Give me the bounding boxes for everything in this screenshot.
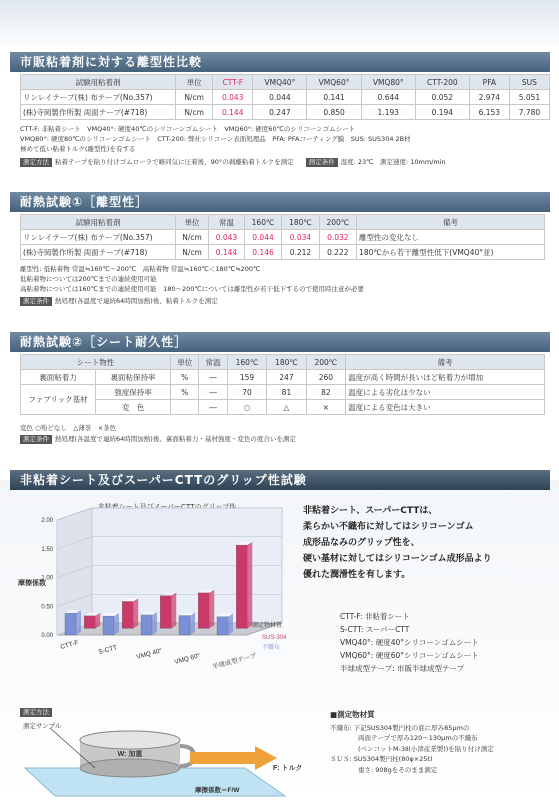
table-cell: 0.212	[282, 245, 319, 260]
table-cell: 0.222	[319, 245, 356, 260]
method-tag: 測定方法	[20, 708, 52, 717]
method-text: 熱処理(各温度で連続64時間加熱)後、裏面粘着力・基材強度・変色の度合いを測定	[55, 435, 296, 443]
table-cell: △	[267, 400, 306, 415]
bar-SUS-304-S-CTT	[122, 601, 133, 628]
table-cell: 0.247	[253, 105, 307, 120]
col-header: SUS	[509, 75, 549, 90]
col-header: 200℃	[319, 215, 356, 230]
bar-side	[228, 614, 233, 635]
bar-side	[190, 612, 195, 635]
table-cell: N/cm	[176, 230, 209, 245]
bar-side	[133, 598, 138, 628]
table-cell: 0.044	[244, 230, 281, 245]
s2-note-2: 低粘着物については200℃までの連続使用可能	[20, 275, 157, 283]
table-row	[21, 245, 545, 260]
x-category-label: CTT-F	[59, 639, 80, 651]
table-cell: 7.780	[509, 105, 549, 120]
table-cell: ―	[199, 385, 227, 400]
table-cell: 0.141	[307, 90, 361, 105]
s3-legend: 変色 ○殆どなし △薄茶 ×茶色	[20, 424, 117, 432]
table-cell: 離型性の変化なし	[357, 230, 545, 245]
y-tick-label: 1.50	[41, 546, 53, 553]
section-grip-title: 非粘着シート及びスーパーCTTのグリップ性試験	[10, 470, 550, 490]
method-tag: 測定条件	[20, 297, 52, 306]
desc-line: 非粘着シート、スーパーCTTは、	[303, 506, 438, 516]
bar-SUS-304-半球成型テープ	[236, 545, 247, 628]
x-category-label: VMQ 40°	[135, 647, 164, 661]
grip-description	[303, 503, 492, 583]
table-cell: 5.051	[509, 90, 549, 105]
table-cell: 0.034	[282, 230, 319, 245]
col-header: 備考	[346, 355, 545, 370]
table-row	[21, 385, 545, 400]
col-header: 180℃	[267, 355, 306, 370]
table-cell: %	[171, 370, 199, 385]
heat-release-table	[20, 214, 545, 260]
bar-不織布-VMQ 60°	[179, 615, 190, 635]
material-definitions	[340, 610, 479, 675]
method-text: 熱処理(各温度で連続64時間加熱)後、粘着トルクを測定	[55, 297, 218, 305]
release-comparison-table	[20, 74, 550, 120]
header-background	[0, 0, 559, 50]
table-cell: 裏面粘着力	[21, 370, 96, 385]
material-line: 重さ: 908gをそのまま測定	[358, 765, 438, 774]
y-tick-label: 1.00	[41, 575, 53, 582]
table-cell: 温度による劣化は少ない	[346, 385, 545, 400]
table-cell: 159	[227, 370, 266, 385]
table-cell: ○	[227, 400, 266, 415]
section-heat-durability-title: 耐熱試験②［シート耐久性］	[10, 332, 550, 352]
table-cell: 強度保持率	[96, 385, 171, 400]
col-header: 備考	[357, 215, 545, 230]
sample-label: 測定サンプル	[23, 723, 62, 730]
col-header: 160℃	[244, 215, 281, 230]
col-header: 単位	[176, 75, 213, 90]
bar-不織布-半球成型テープ	[217, 617, 228, 635]
desc-line: 柔らかい不織布に対してはシリコーンゴム	[303, 522, 474, 532]
material-line: (ベンコットM-3Ⅱ(小津産業製))を貼り付け測定	[358, 744, 494, 753]
col-header: PFA	[469, 75, 509, 90]
table-cell: 1.193	[361, 105, 415, 120]
table-cell: 0.043	[213, 90, 253, 105]
table-cell: 変 色	[96, 400, 171, 415]
cond-tag: 測定条件	[306, 158, 338, 167]
col-header: 常温	[199, 355, 227, 370]
s1-method	[20, 157, 446, 167]
table-cell: ファブリック基材	[21, 385, 96, 415]
table-cell: 温度による変色は大きい	[346, 400, 545, 415]
y-tick-label: 0.00	[41, 633, 53, 639]
table-cell: 0.032	[319, 230, 356, 245]
table-row	[21, 400, 545, 415]
table-cell: 0.052	[415, 90, 469, 105]
definition: VMQ40°: 硬度40°シリコーンゴムシート	[340, 638, 479, 647]
y-tick-label: 0.50	[41, 604, 53, 611]
bar-不織布-S-CTT	[103, 616, 114, 635]
table-cell: リンレイテープ(株) 布テープ(No.357)	[21, 230, 176, 245]
s4-method-tag-wrap	[20, 707, 55, 717]
s1-note-2: VMQ80°: 硬度80℃のシリコーンゴムシート CTT-200: 弊社シリコーン表面処理品 PFA: PFAコーティング膜 SUS: SUS304 2B材	[20, 135, 411, 143]
material-line: 不織布: 下記SUS304製円柱の底に厚み85μmの	[330, 723, 470, 732]
table-cell: 0.144	[213, 105, 253, 120]
table-row	[21, 90, 550, 105]
col-header: 試験用粘着剤	[21, 215, 176, 230]
col-header: CTT-F	[213, 75, 253, 90]
table-header-row	[21, 75, 550, 90]
col-header: VMQ60°	[307, 75, 361, 90]
x-category-label: S-CTT	[97, 644, 119, 656]
definition: CTT-F: 非粘着シート	[340, 612, 410, 621]
s2-note-1: 離型性: 低粘着物 常温≒160℃～200℃ 高粘着物 常温≒160℃＜180℃≒200℃	[20, 265, 261, 273]
definition: S-CTT: スーパーCTT	[340, 625, 410, 634]
legend-entry: 不織布	[262, 645, 281, 651]
table-cell: リンレイテープ(株) 布テープ(No.357)	[21, 90, 176, 105]
bar-side	[171, 593, 176, 629]
table-cell: 裏面粘保持率	[96, 370, 171, 385]
col-header: シート物性	[21, 355, 171, 370]
bar-side	[114, 613, 119, 635]
s1-note-3: 極めて低い粘着トルク(離型性)を有する	[20, 145, 136, 153]
table-header-row	[21, 215, 545, 230]
table-cell: N/cm	[176, 90, 213, 105]
material-line: 両面テープで厚み120～130μmの不織布	[358, 734, 478, 742]
col-header: CTT-200	[415, 75, 469, 90]
legend-title: 測定物材質	[252, 623, 283, 629]
table-cell: 0.043	[209, 230, 245, 245]
table-cell: 温度が高く時間が長いほど粘着力が増加	[346, 370, 545, 385]
bar-side	[152, 612, 157, 635]
desc-line: 優れた潤滑性を有します。	[303, 570, 411, 580]
method-tag: 測定方法	[20, 158, 52, 167]
table-cell: 81	[267, 385, 306, 400]
s3-method	[20, 434, 296, 444]
table-cell: N/cm	[176, 245, 209, 260]
table-cell: 0.644	[361, 90, 415, 105]
table-row	[21, 370, 545, 385]
table-cell: ×	[306, 400, 345, 415]
table-cell: (株)寺岡製作所製 両面テープ(#718)	[21, 245, 176, 260]
table-cell: 0.146	[244, 245, 281, 260]
desc-line: 硬い基材に対してはシリコーンゴム成形品より	[303, 554, 492, 564]
table-cell	[171, 400, 199, 415]
table-cell: ―	[199, 370, 227, 385]
legend-entry: SUS-304	[262, 635, 287, 641]
bar-不織布-CTT-F	[65, 613, 76, 635]
section-heat-release-title: 耐熱試験①［離型性］	[10, 192, 550, 212]
measurement-diagram	[15, 718, 315, 800]
table-cell: (株)寺岡製作所製 両面テープ(#718)	[21, 105, 176, 120]
table-cell: 82	[306, 385, 345, 400]
material-line: ＳＵＳ: SUS304製円柱(80φ×25t)	[330, 755, 433, 763]
col-header: VMQ40°	[253, 75, 307, 90]
x-category-label: VMQ 60°	[173, 652, 202, 666]
bar-side	[247, 542, 252, 628]
formula-label: 摩擦係数＝F/W	[195, 787, 240, 794]
table-cell: 180℃から若干離型性低下(VMQ40°並)	[357, 245, 545, 260]
s2-note-3: 高粘着物については160℃までの連続使用可能 180～200℃については離型性が若干低下するので使用時注意が必要	[20, 285, 365, 293]
method-text: 粘着テープを貼り付けゴムローラで略同気に圧着後、90°の剥離粘着トルクを測定	[55, 158, 294, 166]
table-cell: 0.194	[415, 105, 469, 120]
table-cell: ―	[199, 400, 227, 415]
weight-label: W: 加重	[117, 751, 143, 758]
s2-method	[20, 296, 218, 306]
table-row	[21, 105, 550, 120]
heat-durability-table	[20, 354, 545, 415]
material-specs	[330, 710, 494, 775]
bar-SUS-304-CTT-F	[84, 616, 95, 629]
s1-note-1: CTT-F: 非粘着シート VMQ40°: 硬度40℃のシリコーンゴムシート VMQ60°: 硬度60℃のシリコーンゴムシート	[20, 125, 356, 133]
table-cell: N/cm	[176, 105, 213, 120]
definition: 半球成型テープ: 市販半球成型テープ	[340, 664, 465, 673]
bar-SUS-304-VMQ 40°	[160, 596, 171, 629]
section-release-comparison-title: 市販粘着剤に対する離型性比較	[10, 52, 550, 72]
y-tick-label: 2.00	[41, 518, 53, 524]
table-cell: 0.044	[253, 90, 307, 105]
desc-line: 成形品なみのグリップ性を、	[303, 538, 420, 548]
cond-text: 湿度: 23℃ 測定速度: 10mm/min	[340, 158, 446, 166]
y-axis-label: 摩擦係数	[18, 580, 46, 587]
table-cell: 0.850	[307, 105, 361, 120]
bar-side	[209, 590, 214, 629]
grip-chart	[12, 495, 302, 695]
col-header: 単位	[176, 215, 209, 230]
definition: VMQ60°: 硬度60°シリコーンゴムシート	[340, 651, 479, 660]
method-tag: 測定条件	[20, 435, 52, 444]
bar-不織布-VMQ 40°	[141, 615, 152, 635]
bar-SUS-304-VMQ 60°	[198, 593, 209, 629]
table-cell: 70	[227, 385, 266, 400]
col-header: 200℃	[306, 355, 345, 370]
col-header: 160℃	[227, 355, 266, 370]
table-cell: 260	[306, 370, 345, 385]
table-cell: 0.144	[209, 245, 245, 260]
table-cell: 6.153	[469, 105, 509, 120]
table-cell: 2.974	[469, 90, 509, 105]
table-cell: %	[171, 385, 199, 400]
force-label: F: トルク	[273, 765, 303, 772]
table-header-row	[21, 355, 545, 370]
bar-side	[76, 610, 81, 635]
table-cell: 247	[267, 370, 306, 385]
col-header: 試験用粘着剤	[21, 75, 176, 90]
material-heading: ■測定物材質	[330, 710, 375, 719]
col-header: 常温	[209, 215, 245, 230]
col-header: VMQ80°	[361, 75, 415, 90]
col-header: 単位	[171, 355, 199, 370]
table-row	[21, 230, 545, 245]
x-category-label: 半球成型テープ	[211, 652, 258, 671]
col-header: 180℃	[282, 215, 319, 230]
